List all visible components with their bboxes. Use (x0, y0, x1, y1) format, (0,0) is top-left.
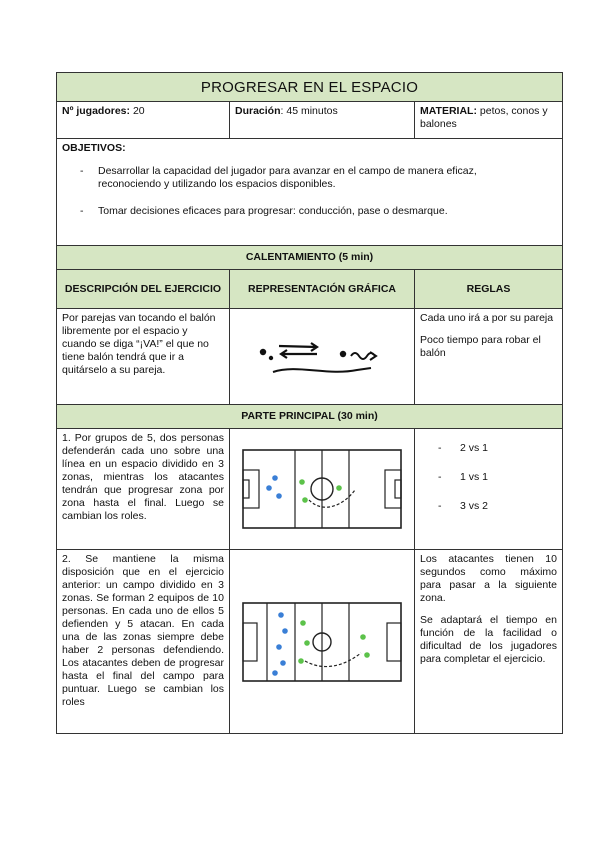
page-title: PROGRESAR EN EL ESPACIO (57, 73, 563, 102)
defender-icon (280, 660, 286, 666)
duration-label: Duración (235, 105, 281, 117)
material-value: petos, conos y balones (420, 105, 548, 130)
run-arrow (305, 653, 361, 667)
pass-arrow (279, 343, 317, 351)
col-header-description: DESCRIPCIÓN DEL EJERCICIO (57, 270, 230, 309)
defender-icon (276, 644, 282, 650)
duration-cell (230, 102, 415, 139)
ball-icon (269, 355, 273, 359)
session-table (56, 72, 563, 734)
goal-area (243, 480, 249, 498)
defender-icon (276, 493, 282, 499)
col-header-rules: REGLAS (415, 270, 563, 309)
defender-icon (272, 475, 278, 481)
pitch-diagram-2 (239, 597, 405, 687)
warmup-graphic (230, 309, 415, 405)
attacker-icon (336, 485, 342, 491)
objectives-list (62, 165, 557, 218)
objective-item: - Tomar decisiones eficaces para progresar: conducción, pase o desmarque. (62, 205, 557, 218)
run-line (273, 368, 371, 372)
exercise1-rules (415, 429, 563, 550)
rule-item: - 1 vs 1 (420, 471, 557, 484)
material-cell (415, 102, 563, 139)
players-value: 20 (132, 105, 145, 117)
defender-icon (278, 612, 284, 618)
rule-text: Los atacantes tienen 10 segundos como máximo para pasar a la siguiente zona. (420, 553, 557, 604)
players-label: Nº jugadores: (62, 105, 131, 117)
defender-icon (266, 485, 272, 491)
attacker-icon (364, 652, 370, 658)
defender-icon (272, 670, 278, 676)
player-dot-icon (260, 348, 266, 354)
penalty-area (243, 470, 259, 508)
attacker-icon (304, 640, 310, 646)
warmup-rules (415, 309, 563, 405)
exercise1-rules-list (420, 442, 557, 513)
material-label: MATERIAL: (420, 105, 477, 117)
rule-item: - 3 vs 2 (420, 500, 557, 513)
attacker-icon (298, 658, 304, 664)
rule-text: Se adaptará el tiempo en función de la facilidad o dificultad de los jugadores para completar el ejercicio. (420, 614, 557, 665)
exercise2-graphic (230, 550, 415, 734)
exercise2-rules (415, 550, 563, 734)
rule-text: Poco tiempo para robar el balón (420, 334, 541, 359)
rule-text: Cada uno irá a por su pareja (420, 312, 554, 324)
exercise1-graphic (230, 429, 415, 550)
goal-area (395, 480, 401, 498)
pitch-diagram-1 (239, 444, 405, 534)
exercise2-description: 2. Se mantiene la misma disposición que en el ejercicio anterior: un campo dividido en 3 zonas. Se forman 2 equipos de 10 personas. En cada uno de ellos 5 defienden y 5 atacan. En cada una de las zonas siempre debe haber 2 personas defendiendo. Los atacantes deben de progresar hasta el final del campo para puntuar. Luego se cambian los roles (57, 550, 230, 734)
penalty-area (385, 470, 401, 508)
objectives-cell (57, 139, 563, 246)
defender-icon (282, 628, 288, 634)
col-header-graphic: REPRESENTACIÓN GRÁFICA (230, 270, 415, 309)
main-heading: PARTE PRINCIPAL (30 min) (57, 405, 563, 429)
objectives-label: OBJETIVOS: (62, 142, 126, 154)
penalty-area (243, 623, 257, 661)
objective-item: - Desarrollar la capacidad del jugador para avanzar en el campo de manera eficaz, reconociendo y utilizando los espacios disponibles. (62, 165, 557, 191)
attacker-icon (360, 634, 366, 640)
session-sheet (56, 72, 562, 734)
players-cell (57, 102, 230, 139)
rule-item: - 2 vs 1 (420, 442, 557, 455)
attacker-icon (299, 479, 305, 485)
penalty-area (387, 623, 401, 661)
player-dot-icon (340, 350, 346, 356)
warmup-drawing (257, 334, 387, 380)
exercise1-description: 1. Por grupos de 5, dos personas defenderán cada uno sobre una línea en un espacio dividido en 3 zonas, mientras los atacantes tendrán que progresar zona por zona hasta el final. Luego se cambian los roles. (57, 429, 230, 550)
warmup-heading: CALENTAMIENTO (5 min) (57, 246, 563, 270)
attacker-icon (300, 620, 306, 626)
attacker-icon (302, 497, 308, 503)
dribble-arrow (351, 352, 376, 360)
duration-value: : 45 minutos (280, 105, 338, 117)
warmup-description: Por parejas van tocando el balón libremente por el espacio y cuando se diga “¡VA!” el que no tiene balón tendrá que ir a quitárselo a su pareja. (57, 309, 230, 405)
